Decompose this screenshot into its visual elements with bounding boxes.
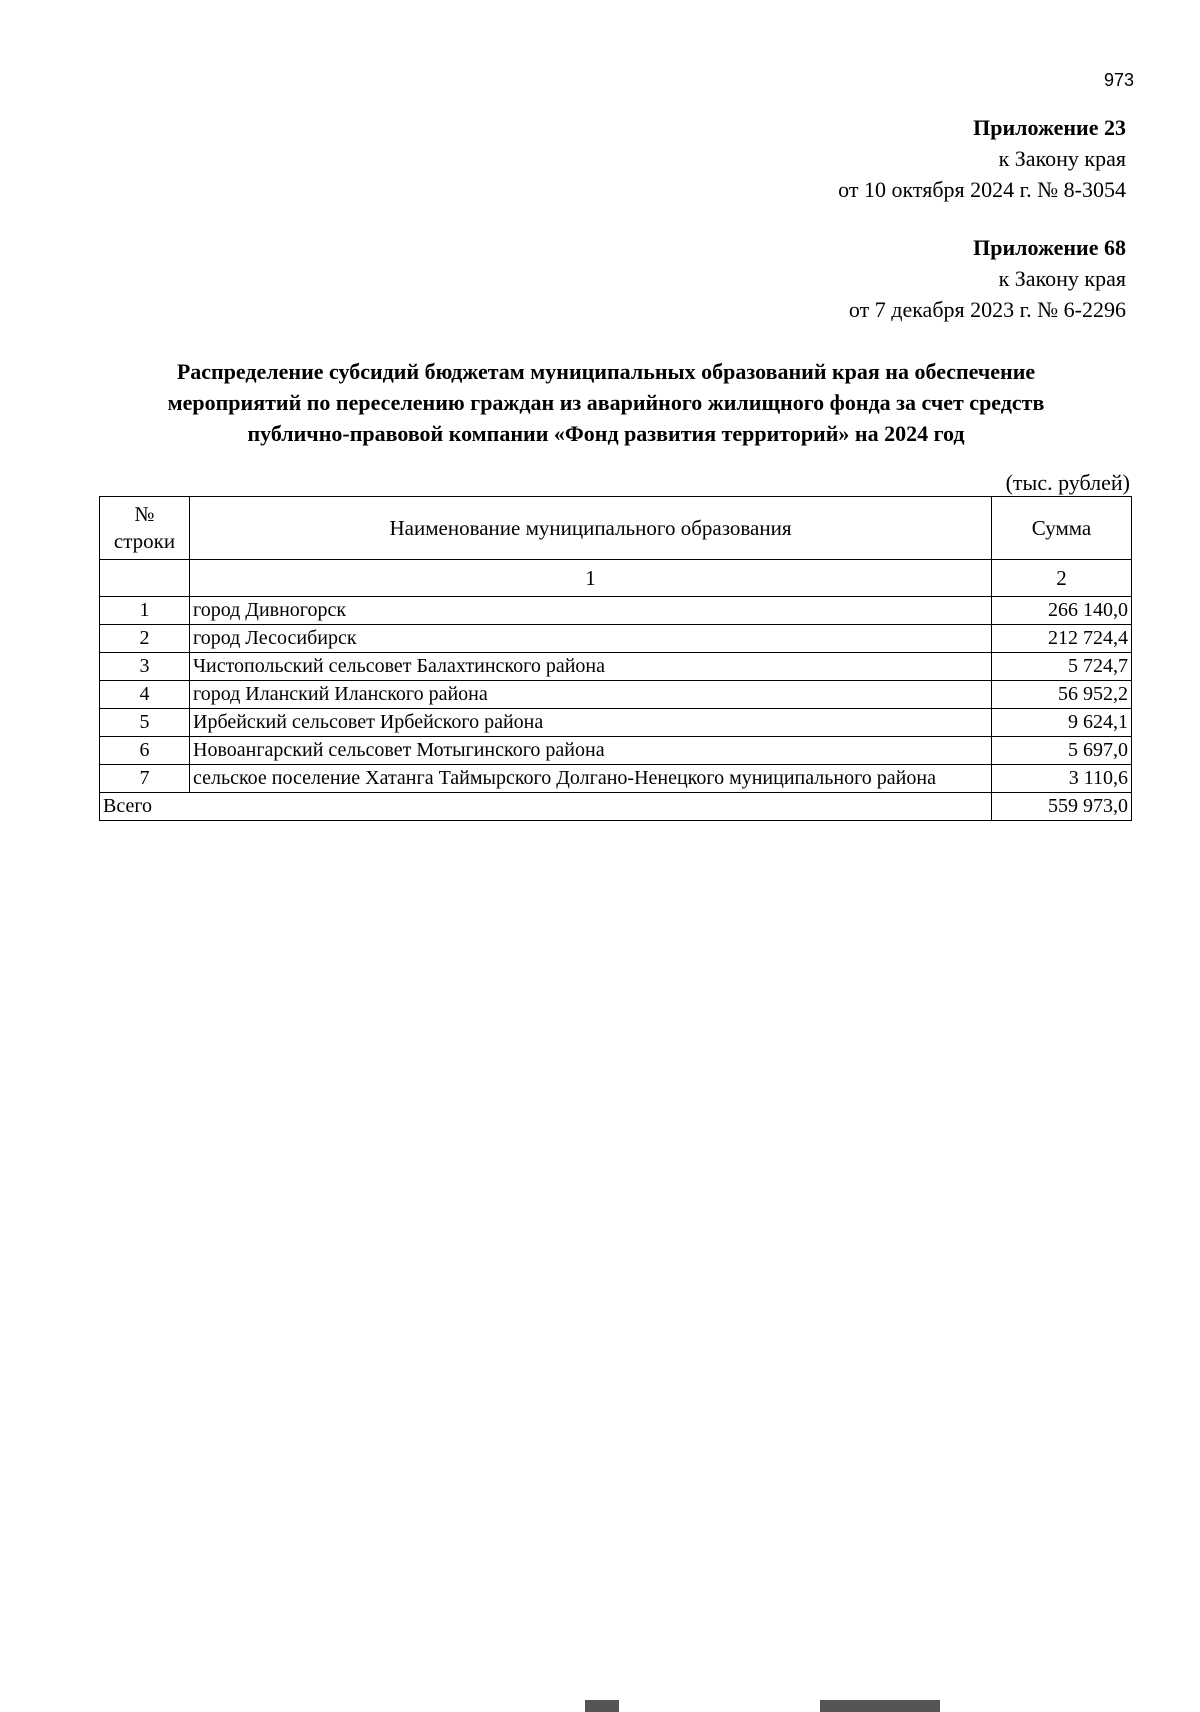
table-row <box>100 709 1132 737</box>
row-number: 3 <box>100 653 190 681</box>
appendix-original-title: Приложение 68 <box>973 235 1126 260</box>
row-number: 2 <box>100 625 190 653</box>
row-sum: 5 697,0 <box>992 737 1132 765</box>
header-row-number-line1: № <box>134 502 155 526</box>
subsidy-table <box>99 496 1132 821</box>
table-total-row <box>100 793 1132 821</box>
row-sum: 5 724,7 <box>992 653 1132 681</box>
page-number: 973 <box>1103 70 1134 90</box>
table-row <box>100 765 1132 793</box>
row-sum: 9 624,1 <box>992 709 1132 737</box>
table-row <box>100 625 1132 653</box>
row-name: Новоангарский сельсовет Мотыгинского района <box>190 737 992 765</box>
column-number-1: 1 <box>190 560 992 597</box>
row-number: 1 <box>100 597 190 625</box>
row-number: 6 <box>100 737 190 765</box>
table-row <box>100 737 1132 765</box>
scan-artifact-mark <box>820 1700 940 1712</box>
appendix-original <box>849 232 1126 325</box>
document-title-line3: публично-правовой компании «Фонд развития территорий» на 2024 год <box>247 421 965 446</box>
row-number: 7 <box>100 765 190 793</box>
header-name: Наименование муниципального образования <box>190 497 992 560</box>
row-sum: 3 110,6 <box>992 765 1132 793</box>
column-number-2: 2 <box>992 560 1132 597</box>
table-row <box>100 653 1132 681</box>
document-title <box>100 356 1112 449</box>
appendix-original-line1: к Закону края <box>998 266 1126 291</box>
row-name: сельское поселение Хатанга Таймырского Долгано-Ненецкого муниципального района <box>190 765 992 793</box>
table-row <box>100 597 1132 625</box>
appendix-current-line1: к Закону края <box>998 146 1126 171</box>
row-sum: 212 724,4 <box>992 625 1132 653</box>
row-name: город Лесосибирск <box>190 625 992 653</box>
header-row-number-line2: строки <box>113 529 176 553</box>
document-title-line2: мероприятий по переселению граждан из аварийного жилищного фонда за счет средств <box>167 390 1045 415</box>
appendix-original-line2: от 7 декабря 2023 г. № 6-2296 <box>848 297 1126 322</box>
appendix-current <box>838 112 1126 205</box>
scan-artifact-mark <box>585 1700 619 1712</box>
column-number-empty <box>100 560 190 597</box>
document-title-line1: Распределение субсидий бюджетам муниципальных образований края на обеспечение <box>176 359 1036 384</box>
row-name: Чистопольский сельсовет Балахтинского района <box>190 653 992 681</box>
header-row-number <box>100 497 190 560</box>
appendix-current-line2: от 10 октября 2024 г. № 8-3054 <box>838 177 1126 202</box>
row-sum: 56 952,2 <box>992 681 1132 709</box>
total-sum: 559 973,0 <box>992 793 1132 821</box>
row-name: город Дивногорск <box>190 597 992 625</box>
row-sum: 266 140,0 <box>992 597 1132 625</box>
row-name: Ирбейский сельсовет Ирбейского района <box>190 709 992 737</box>
row-name: город Иланский Иланского района <box>190 681 992 709</box>
total-label: Всего <box>100 793 992 821</box>
table-header-row <box>100 497 1132 560</box>
column-number-row <box>100 560 1132 597</box>
appendix-current-title: Приложение 23 <box>973 115 1126 140</box>
row-number: 5 <box>100 709 190 737</box>
row-number: 4 <box>100 681 190 709</box>
table-row <box>100 681 1132 709</box>
header-sum: Сумма <box>992 497 1132 560</box>
units-label: (тыс. рублей) <box>1005 470 1130 495</box>
